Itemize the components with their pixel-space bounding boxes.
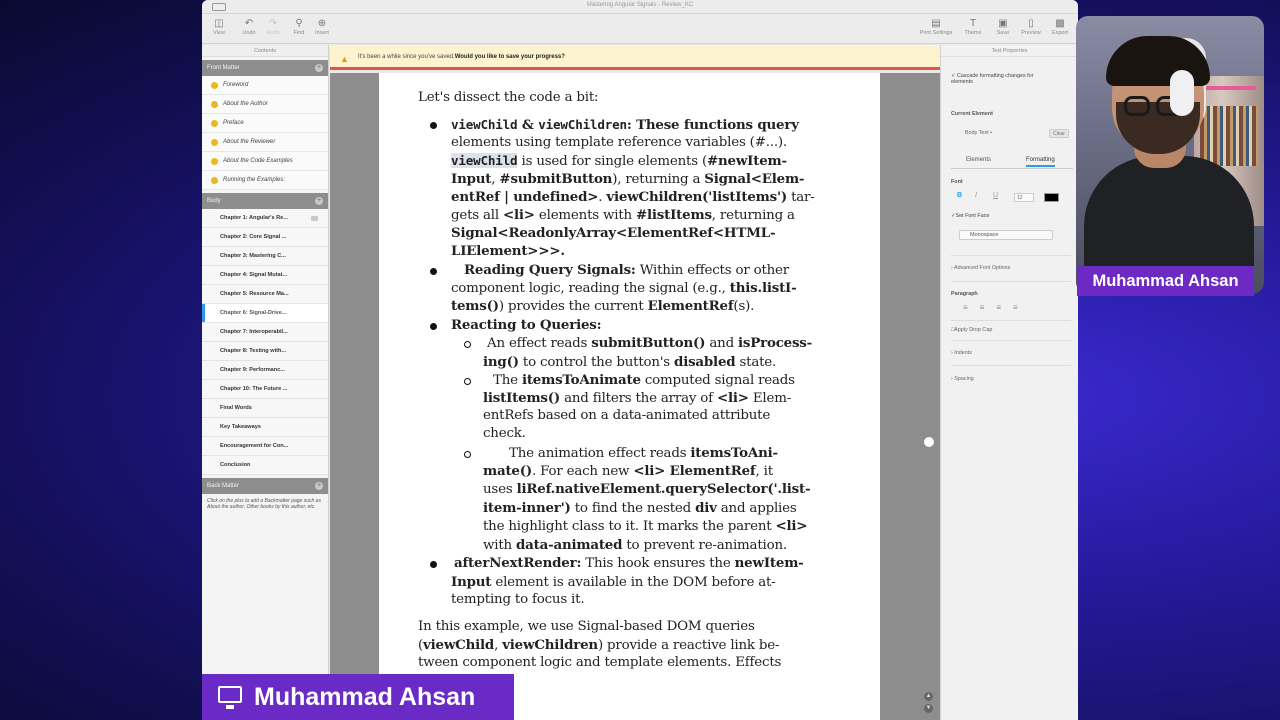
b3-s3-line-3: uses liRef.nativeElement.querySelector('.list-: [483, 481, 811, 497]
undo-button[interactable]: ↶ Undo: [236, 18, 262, 36]
cascade-checkbox[interactable]: ✓ Cascade formatting changes for elements: [951, 73, 1034, 85]
headphone-cup: [1170, 70, 1194, 116]
sidebar-item-encouragement[interactable]: Encouragement for Con...: [202, 437, 328, 456]
underline-icon[interactable]: U: [993, 192, 999, 199]
sidebar-item-key-takeaways[interactable]: Key Takeaways: [202, 418, 328, 437]
para-line-1: In this example, we use Signal-based DOM queries: [418, 619, 755, 634]
b1-line-8: LIElement>>>.: [451, 243, 565, 259]
contents-title: Contents: [202, 45, 328, 57]
contents-sidebar: [202, 45, 329, 720]
vellum-window: [202, 0, 1078, 720]
b3-s2-line-1: The itemsToAnimate computed signal reads: [493, 372, 795, 388]
sidebar-item-code-examples[interactable]: About the Code Examples: [202, 152, 328, 171]
sidebar-item-about-reviewer[interactable]: About the Reviewer: [202, 133, 328, 152]
divider: [951, 281, 1071, 282]
text-properties-panel: [940, 45, 1078, 720]
b3-s3-line-4: item-inner') to find the nested div and applies: [483, 500, 797, 516]
check-icon: ✓: [951, 213, 956, 219]
checkbox-icon: □: [951, 327, 955, 333]
b3-s2-line-3: entRefs based on a data-animated attribute: [483, 408, 771, 423]
spacing-section[interactable]: › Spacing: [951, 376, 974, 382]
b3-s3-line-6: with data-animated to prevent re-animation.: [483, 537, 787, 553]
bold-icon[interactable]: B: [957, 192, 963, 199]
align-right-icon[interactable]: ≡: [996, 303, 1014, 312]
font-face-select[interactable]: Monospace: [959, 230, 1053, 240]
sub-bullet-icon: [464, 451, 471, 458]
sidebar-item-chapter-8[interactable]: Chapter 8: Testing with...: [202, 342, 328, 361]
current-element-label: Current Element: [951, 111, 993, 117]
warning-icon: ▲: [340, 54, 349, 64]
b1-line-1: viewChild & viewChildren: These functions query: [451, 117, 799, 133]
webcam-name-tag: Muhammad Ahsan: [1077, 266, 1254, 296]
chevron-right-icon: ›: [951, 350, 955, 356]
status-dot-icon: [211, 139, 218, 146]
bullet-icon: [430, 323, 437, 330]
check-icon: ✓: [951, 73, 958, 79]
para-line-2: (viewChild, viewChildren) provide a reactive link be-: [418, 637, 780, 653]
bullet-icon: [430, 268, 437, 275]
b3-s2-line-4: check.: [483, 426, 526, 441]
b3-s3-line-1: The animation effect reads itemsToAni-: [509, 445, 778, 461]
sidebar-item-chapter-1[interactable]: Chapter 1: Angular's Re...: [202, 209, 328, 228]
add-front-matter-icon[interactable]: +: [316, 64, 322, 71]
toggle-icon: [311, 216, 318, 221]
para-line-3: tween component logic and template elements. Effects: [418, 655, 782, 670]
b1-line-3: viewChild is used for single elements (#newItem-: [451, 153, 787, 169]
bullet-icon: [430, 122, 437, 129]
paragraph-label: Paragraph: [951, 291, 978, 297]
tab-elements[interactable]: Elements: [966, 157, 992, 163]
sidebar-item-preface[interactable]: Preface: [202, 114, 328, 133]
shelf-light: [1201, 86, 1256, 90]
divider: [951, 255, 1071, 256]
b3-s3-line-5: the highlight class to it. It marks the parent <li>: [483, 518, 808, 534]
sidebar-item-chapter-4[interactable]: Chapter 4: Signal Mutat...: [202, 266, 328, 285]
set-font-face-checkbox[interactable]: ✓Set Font Face: [951, 213, 990, 219]
view-button[interactable]: ◫ View: [206, 18, 232, 36]
scroll-down-icon[interactable]: ▼: [925, 705, 932, 711]
status-dot-icon: [211, 120, 218, 127]
align-center-icon[interactable]: ≡: [979, 303, 997, 312]
save-button[interactable]: ▣ Save: [990, 18, 1016, 36]
export-button[interactable]: ▩ Export: [1047, 18, 1073, 36]
sidebar-item-chapter-5[interactable]: Chapter 5: Resource Ma...: [202, 285, 328, 304]
chevron-right-icon: ›: [951, 376, 955, 382]
preview-button[interactable]: ▯ Preview: [1018, 18, 1044, 36]
font-color-swatch[interactable]: [1044, 193, 1059, 202]
b2-line-2: component logic, reading the signal (e.g., this.listI-: [451, 280, 797, 296]
drop-cap-checkbox[interactable]: □Apply Drop Cap: [951, 327, 993, 333]
editor-canvas[interactable]: [330, 73, 940, 720]
indents-section[interactable]: › Indents: [951, 350, 972, 356]
window-title: Mastering Angular Signals - Review_KC: [586, 2, 694, 8]
sub-bullet-icon: [464, 378, 471, 385]
sidebar-item-running-examples[interactable]: Running the Examples:: [202, 171, 328, 190]
b1-line-5: entRef | undefined>. viewChildren('listItems') tar-: [451, 189, 815, 205]
redo-icon: ↷: [268, 18, 278, 29]
sidebar-item-final-words[interactable]: Final Words: [202, 399, 328, 418]
status-dot-icon: [211, 177, 218, 184]
properties-tabs: [951, 155, 1073, 169]
align-justify-icon[interactable]: ≡: [1013, 303, 1030, 312]
search-icon: ⚲: [295, 18, 303, 29]
print-settings-button[interactable]: ▤ Print Settings: [914, 18, 958, 36]
b1-line-6: gets all <li> elements with #listItems, returning a: [451, 207, 795, 223]
b2-line-3: tems()) provides the current ElementRef(s).: [451, 298, 755, 314]
b3-s2-line-2: listItems() and filters the array of <li> Elem-: [483, 390, 792, 406]
align-left-icon[interactable]: ≡: [963, 303, 980, 312]
sidebar-item-chapter-9[interactable]: Chapter 9: Performanc...: [202, 361, 328, 380]
book-icon: ▤: [931, 18, 941, 29]
monitor-icon: [218, 686, 242, 703]
sidebar-item-chapter-7[interactable]: Chapter 7: Interoperabil...: [202, 323, 328, 342]
save-icon: ▣: [998, 18, 1008, 29]
tab-formatting[interactable]: Formatting: [1026, 157, 1055, 167]
scroll-up-icon[interactable]: ▲: [925, 693, 932, 699]
scroll-thumb[interactable]: [924, 437, 934, 447]
sidebar-item-chapter-2[interactable]: Chapter 2: Core Signal ...: [202, 228, 328, 247]
b4-line-1: afterNextRender: This hook ensures the newItem-: [454, 555, 804, 571]
b3-s1-line-2: ing() to control the button's disabled state.: [483, 354, 777, 370]
status-dot-icon: [211, 82, 218, 89]
sidebar-item-chapter-6[interactable]: Chapter 6: Signal-Drive...: [202, 304, 328, 323]
b4-line-3: tempting to focus it.: [451, 592, 585, 607]
insert-button[interactable]: ⊕ Insert: [309, 18, 335, 36]
status-dot-icon: [211, 101, 218, 108]
b3-s1-line-1: An effect reads submitButton() and isProcess-: [487, 335, 813, 351]
view-icon: ◫: [214, 18, 224, 29]
clear-button[interactable]: Clear: [1049, 129, 1069, 138]
intro-line: Let's dissect the code a bit:: [418, 90, 599, 105]
sidebar-item-conclusion[interactable]: Conclusion: [202, 456, 328, 475]
back-matter-note: Click on the plus to add a Backmatter page such as About the author, Other books by this author, etc.: [207, 498, 321, 510]
save-reminder-banner[interactable]: ▲ It's been a while since you've saved.Would you like to save your progress?: [330, 45, 940, 70]
font-size-select[interactable]: 12: [1014, 193, 1034, 202]
find-button[interactable]: ⚲ Find: [286, 18, 312, 36]
b4-line-2: Input element is available in the DOM before at-: [451, 574, 776, 590]
front-matter-header[interactable]: Front Matter +: [202, 60, 328, 76]
bullet-icon: [430, 561, 437, 568]
theme-button[interactable]: T Theme: [960, 18, 986, 36]
current-element-value: Body Text •: [965, 130, 992, 136]
presenter-lower-third: Muhammad Ahsan: [202, 674, 514, 720]
chevron-right-icon: ›: [951, 265, 954, 271]
sidebar-item-about-author[interactable]: About the Author: [202, 95, 328, 114]
sidebar-item-foreword[interactable]: Foreword: [202, 76, 328, 95]
undo-icon: ↶: [244, 18, 254, 29]
b1-line-2: elements using template reference variables (#...).: [451, 135, 787, 150]
alignment-buttons[interactable]: [963, 303, 1030, 312]
b3-s3-line-2: mate(). For each new <li> ElementRef, it: [483, 463, 773, 479]
sidebar-item-chapter-10[interactable]: Chapter 10: The Future ...: [202, 380, 328, 399]
b3-title: Reacting to Queries:: [451, 317, 602, 333]
b1-line-7: Signal<ReadonlyArray<ElementRef<HTML-: [451, 225, 776, 241]
sidebar-item-chapter-3[interactable]: Chapter 3: Mastering C...: [202, 247, 328, 266]
advanced-font-options[interactable]: › Advanced Font Options: [951, 265, 1011, 271]
divider: [951, 340, 1071, 341]
properties-title: Text Properties: [941, 45, 1078, 57]
status-dot-icon: [211, 158, 218, 165]
add-chapter-icon[interactable]: +: [316, 197, 322, 204]
divider: [951, 365, 1071, 366]
font-label: Font: [951, 179, 963, 185]
device-icon: ▯: [1028, 18, 1034, 29]
books: [1200, 106, 1258, 166]
plus-circle-icon: ⊕: [317, 18, 327, 29]
export-icon: ▩: [1055, 18, 1065, 29]
divider: [951, 320, 1071, 321]
redo-button[interactable]: ↷ Redo: [260, 18, 286, 36]
toolbar: [202, 14, 1078, 44]
title-bar: [202, 0, 1078, 14]
italic-icon[interactable]: I: [975, 192, 977, 199]
add-back-matter-icon[interactable]: +: [316, 482, 322, 489]
document-page[interactable]: [379, 73, 880, 720]
b1-line-4: Input, #submitButton), returning a Signal<Elem-: [451, 171, 805, 187]
b2-line-1: Reading Query Signals: Within effects or other: [464, 262, 789, 278]
back-matter-header[interactable]: Back Matter +: [202, 478, 328, 494]
theme-icon: T: [969, 18, 977, 29]
body-header[interactable]: Body +: [202, 193, 328, 209]
glasses-left: [1124, 96, 1150, 116]
sub-bullet-icon: [464, 341, 471, 348]
webcam-feed: [1076, 16, 1264, 294]
